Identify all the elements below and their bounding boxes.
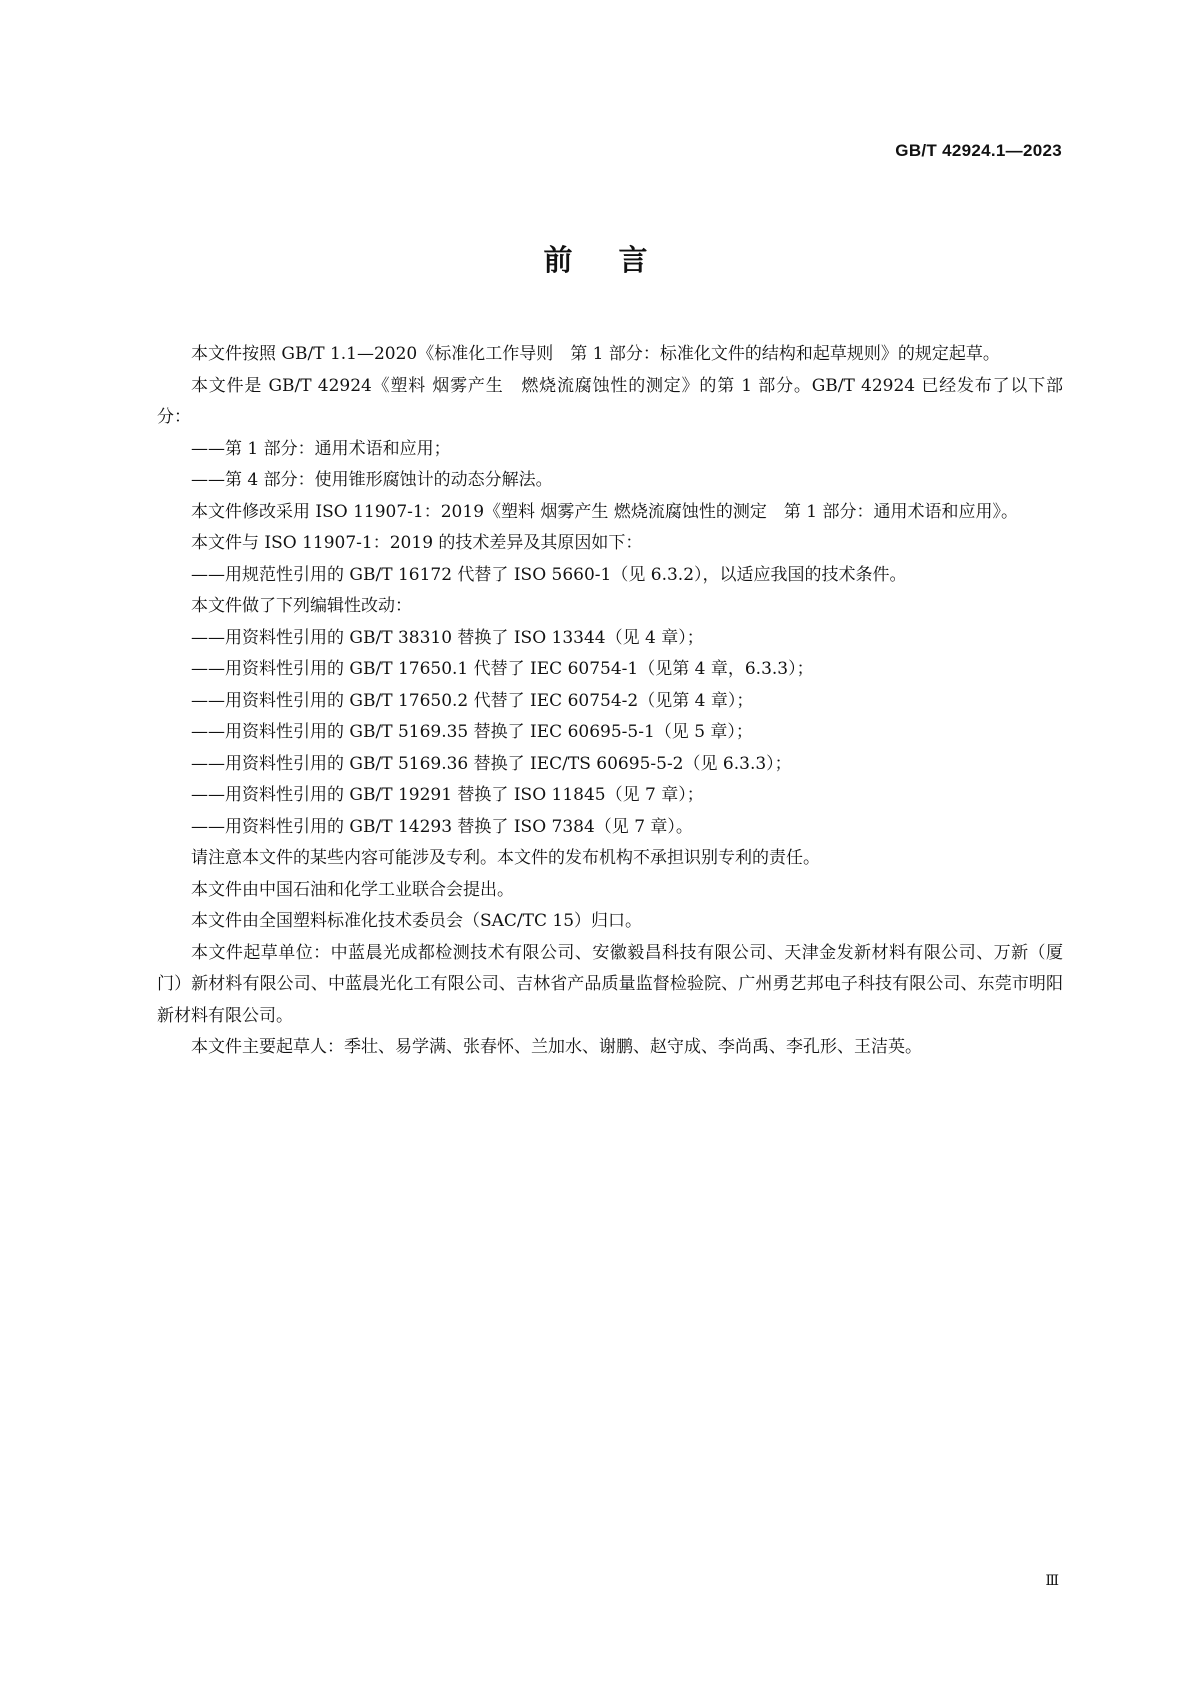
list-item: ——用资料性引用的 GB/T 17650.2 代替了 IEC 60754-2（见第 4 章）； bbox=[191, 690, 754, 711]
list-item: ——用资料性引用的 GB/T 5169.35 替换了 IEC 60695-5-1（见 5 章）； bbox=[191, 722, 753, 742]
page-title: 前言 bbox=[543, 243, 694, 277]
list-item: ——用资料性引用的 GB/T 19291 替换了 ISO 11845（见 7 章）； bbox=[191, 785, 704, 805]
paragraph: 请注意本文件的某些内容可能涉及专利。本文件的发布机构不承担识别专利的责任。 bbox=[191, 848, 820, 868]
document-code: GB/T 42924.1—2023 bbox=[895, 141, 1062, 160]
paragraph: 本文件起草单位：中蓝晨光成都检测技术有限公司、安徽毅昌科技有限公司、天津金发新材料有限公司、万新（厦门）新材料有限公司、中蓝晨光化工有限公司、吉林省产品质量监督检验院、广州勇艺邦电子科技有限公司、东莞市明阳新材料有限公司。 bbox=[157, 942, 1063, 1026]
list-item: ——用资料性引用的 GB/T 17650.1 代替了 IEC 60754-1（见第 4 章，6.3.3）； bbox=[191, 659, 814, 679]
paragraph: 本文件与 ISO 11907-1：2019 的技术差异及其原因如下： bbox=[191, 533, 643, 553]
list-item: ——用资料性引用的 GB/T 5169.36 替换了 IEC/TS 60695-5-2（见 6.3.3）； bbox=[191, 753, 792, 774]
list-item: ——第 4 部分：使用锥形腐蚀计的动态分解法。 bbox=[191, 470, 553, 490]
page-number: Ⅲ bbox=[1045, 1573, 1059, 1589]
paragraph: 本文件修改采用 ISO 11907-1：2019《塑料 烟雾产生 燃烧流腐蚀性的测定 第 1 部分：通用术语和应用》。 bbox=[191, 501, 1018, 522]
paragraph: 本文件由全国塑料标准化技术委员会（SAC/TC 15）归口。 bbox=[191, 911, 643, 931]
list-item: ——用资料性引用的 GB/T 38310 替换了 ISO 13344（见 4 章）； bbox=[191, 627, 704, 648]
paragraph: 本文件是 GB/T 42924《塑料 烟雾产生 燃烧流腐蚀性的测定》的第 1 部分。GB/T 42924 已经发布了以下部分： bbox=[157, 375, 1063, 427]
list-item: ——用资料性引用的 GB/T 14293 替换了 ISO 7384（见 7 章）。 bbox=[191, 816, 693, 837]
list-item: ——用规范性引用的 GB/T 16172 代替了 ISO 5660-1（见 6.3.2），以适应我国的技术条件。 bbox=[191, 564, 907, 585]
paragraph: 本文件主要起草人：季壮、易学满、张春怀、兰加水、谢鹏、赵守成、李尚禹、李孔形、王洁英。 bbox=[191, 1037, 922, 1057]
paragraph: 本文件由中国石油和化学工业联合会提出。 bbox=[191, 879, 514, 900]
paragraph: 本文件做了下列编辑性改动： bbox=[191, 596, 412, 616]
foreword-body bbox=[157, 339, 1063, 1064]
list-item: ——第 1 部分：通用术语和应用； bbox=[191, 438, 451, 459]
paragraph: 本文件按照 GB/T 1.1—2020《标准化工作导则 第 1 部分：标准化文件的结构和起草规则》的规定起草。 bbox=[191, 344, 1000, 364]
